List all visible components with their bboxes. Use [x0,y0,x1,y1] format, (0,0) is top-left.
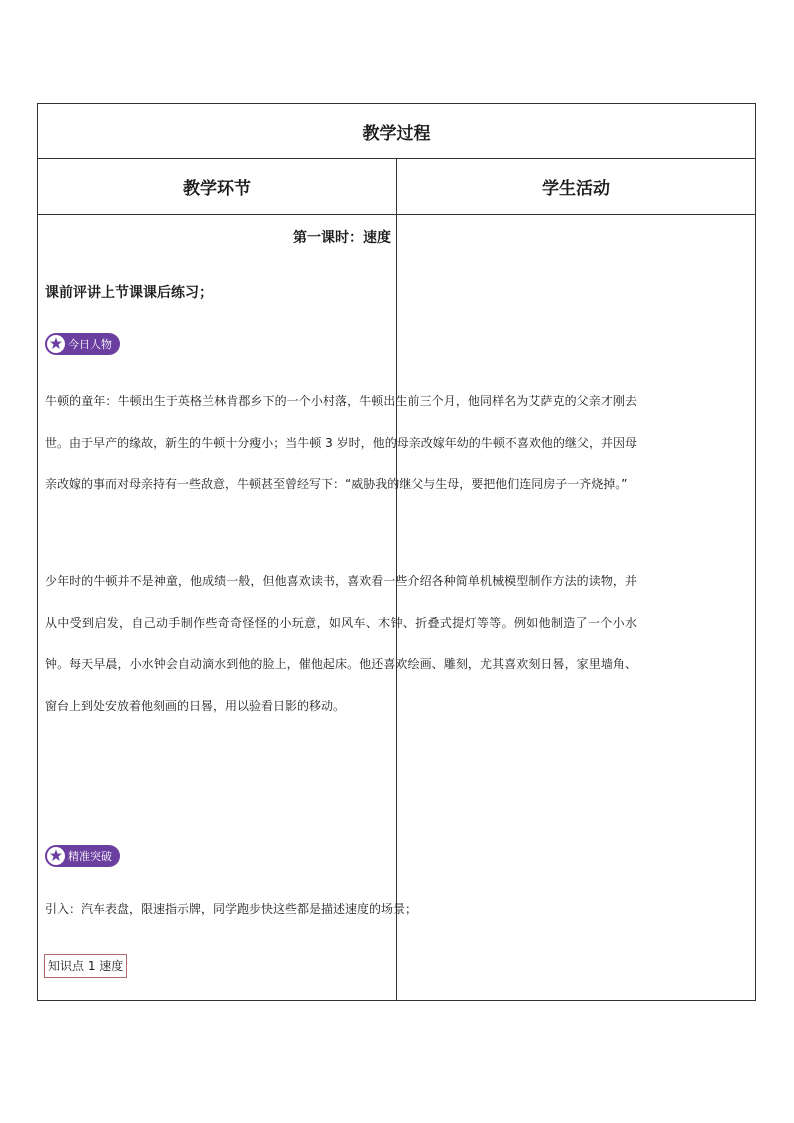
badge-precise-breakthrough [45,845,120,867]
table-title: 教学过程 [38,104,756,159]
paragraph-newton-youth: 少年时的牛顿并不是神童，他成绩一般，但他喜欢读书，喜欢看一些介绍各种简单机械模型制作方法的读物，并从中受到启发，自己动手制作些奇奇怪怪的小玩意，如风车、木钟、折叠式提灯等等。例如他制造了一个小水钟。每天早晨，小水钟会自动滴水到他的脸上，催他起床。他还喜欢绘画、雕刻，尤其喜欢刻日晷，家里墙角、窗台上到处安放着他刻画的日晷，用以验看日影的移动。 [45,574,637,713]
badge-precise-breakthrough-label: 精准突破 [68,850,112,863]
column-header-student-activity: 学生活动 [397,159,756,215]
star-icon [47,335,65,353]
paragraph-newton-childhood: 牛顿的童年：牛顿出生于英格兰林肯郡乡下的一个小村落，牛顿出生前三个月，他同样名为艾萨克的父亲才刚去世。由于早产的缘故，新生的牛顿十分瘦小；当牛顿 3 岁时，他的母亲改嫁年幼的牛顿不喜欢他的继父，并因母亲改嫁的事而对母亲持有一些敌意，牛顿甚至曾经写下：“威胁我的继父与生母，要把他们连同房子一齐烧掉。” [45,394,637,491]
teaching-content-cell [38,215,637,1001]
column-header-teaching-step: 教学环节 [38,159,397,215]
star-icon [47,847,65,865]
intro-line: 引入：汽车表盘，限速指示牌，同学跑步快这些都是描述速度的场景； [45,902,418,916]
badge-today-person-label: 今日人物 [68,338,112,351]
badge-today-person [45,333,120,355]
lesson-table [37,103,756,1001]
knowledge-point-box: 知识点 1 速度 [44,954,127,978]
session-title: 第一课时：速度 [293,230,391,246]
review-line: 课前评讲上节课课后练习； [45,285,213,301]
